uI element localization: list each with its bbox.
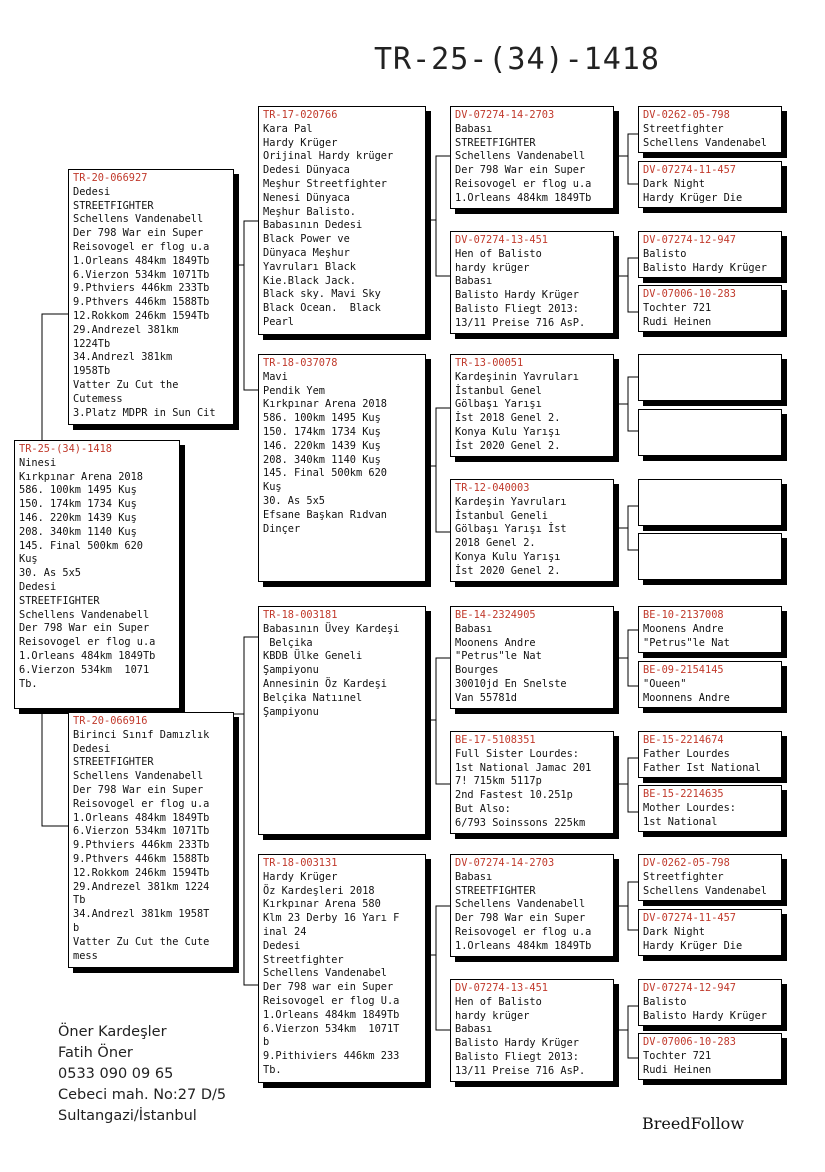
ring-number: DV-07274-14-2703	[455, 109, 555, 121]
pedigree-line: 6.Vierzon 534km 1071Tb	[73, 825, 210, 838]
pedigree-line: STREETFIGHTER	[455, 136, 536, 149]
pedigree-box-subject	[14, 440, 180, 709]
ring-number: BE-17-5108351	[455, 734, 536, 746]
pedigree-line: Balisto Hardy Krüger	[643, 261, 767, 274]
pedigree-line: Rudi Heinen	[643, 1063, 712, 1076]
pedigree-line: Hardy Krüger	[263, 870, 338, 883]
pedigree-box-g4-8	[638, 533, 782, 580]
pedigree-line: 1st National Jamac 201	[455, 761, 592, 774]
pedigree-line: Bourges	[455, 664, 499, 677]
pedigree-line: Black Ocean. Black	[263, 302, 381, 315]
pedigree-line: Reisovogel er flog u.a	[73, 240, 210, 253]
connector-ss	[426, 156, 450, 276]
pedigree-line: Babası	[455, 622, 493, 635]
pedigree-box-g4-5	[638, 354, 782, 401]
pedigree-line: Gölbaşı Yarışı İst	[455, 523, 567, 536]
pedigree-box-g4-3	[638, 231, 782, 278]
pedigree-box-g4-11	[638, 731, 782, 778]
pedigree-box-dss	[450, 606, 614, 709]
pedigree-line: Kuş	[263, 481, 282, 494]
pedigree-box-ddd	[450, 979, 614, 1082]
pedigree-line: Schellens Vandenabel	[643, 884, 767, 897]
pedigree-line: Dedesi	[263, 939, 301, 952]
ring-number: DV-07274-13-451	[455, 982, 548, 994]
pedigree-line: 1st National	[643, 815, 718, 828]
pedigree-box-g4-4	[638, 285, 782, 332]
pedigree-line: Mother Lourdes:	[643, 801, 736, 814]
pedigree-line: Babası	[455, 122, 493, 135]
pedigree-line: Balisto	[643, 995, 687, 1008]
pedigree-line: Full Sister Lourdes:	[455, 747, 579, 760]
pedigree-line: 6.Vierzon 534km 1071	[19, 663, 150, 676]
pedigree-line: Reisovogel er flog u.a	[73, 797, 210, 810]
pedigree-line: 3.Platz MDPR in Sun Cit	[73, 406, 216, 419]
ring-number: DV-0262-05-798	[643, 857, 730, 869]
pedigree-line: Belçika	[263, 636, 313, 649]
pedigree-line: Mavi	[263, 370, 288, 383]
owner-info	[58, 1022, 226, 1127]
pedigree-line: Der 798 War ein Super	[19, 622, 150, 635]
pedigree-box-dsd	[450, 731, 614, 834]
pedigree-box-sdd	[450, 479, 614, 582]
pedigree-line: 208. 340km 1140 Kuş	[19, 525, 137, 538]
page-title: TR-25-(34)-1418	[374, 42, 660, 77]
owner-person: Fatih Öner	[58, 1045, 133, 1061]
pedigree-line: Rudi Heinen	[643, 315, 712, 328]
pedigree-line: STREETFIGHTER	[19, 594, 100, 607]
connector-sd	[426, 408, 450, 532]
ring-number: BE-09-2154145	[643, 664, 724, 676]
pedigree-line: Hen of Balisto	[455, 995, 542, 1008]
pedigree-line: Şampiyonu	[263, 705, 319, 718]
pedigree-line: 34.Andrezl 381km	[73, 351, 173, 364]
pedigree-line: Hardy Krüger Die	[643, 191, 743, 204]
ring-number: DV-07274-14-2703	[455, 857, 555, 869]
pedigree-line: Cutemess	[73, 392, 123, 405]
pedigree-line: Belçika Natıınel	[263, 691, 363, 704]
pedigree-line: Dedesi Dünyaca	[263, 164, 350, 177]
pedigree-box-dam-dam	[258, 854, 426, 1083]
pedigree-box-g4-2	[638, 161, 782, 208]
ring-number: DV-07006-10-283	[643, 1036, 736, 1048]
pedigree-line: 9.Pthvers 446km 1588Tb	[73, 852, 210, 865]
ring-number: TR-12-040003	[455, 482, 530, 494]
pedigree-line: Balisto	[643, 247, 687, 260]
pedigree-line: Der 798 War ein Super	[455, 912, 586, 925]
pedigree-line: Ninesi	[19, 456, 57, 469]
connector-sds	[614, 377, 638, 431]
ring-number: DV-07274-11-457	[643, 164, 736, 176]
pedigree-line: Babası	[455, 870, 493, 883]
pedigree-line: İst 2018 Genel 2.	[455, 412, 561, 425]
pedigree-line: b	[263, 1036, 270, 1049]
pedigree-line: "Petrus"le Nat	[643, 636, 730, 649]
ring-number: DV-07274-11-457	[643, 912, 736, 924]
pedigree-line: Gölbaşı Yarışı	[455, 398, 542, 411]
pedigree-line: Babası	[455, 1023, 493, 1036]
pedigree-line: Dedesi	[19, 580, 57, 593]
pedigree-line: Black sky. Mavi Sky	[263, 288, 381, 301]
pedigree-line: 30. As 5x5	[263, 494, 325, 507]
pedigree-box-sire-dam	[258, 354, 426, 582]
pedigree-line: Birinci Sınıf Damızlık	[73, 728, 210, 741]
pedigree-line: Moonens Andre	[455, 636, 536, 649]
pedigree-line: 7! 715km 5117p	[455, 775, 542, 788]
pedigree-line: 1224Tb	[73, 337, 111, 350]
pedigree-line: Der 798 War ein Super	[73, 783, 204, 796]
owner-address-line1: Cebeci mah. No:27 D/5	[58, 1087, 227, 1103]
pedigree-line: But Also:	[455, 802, 511, 815]
pedigree-box-g4-16	[638, 1033, 782, 1080]
pedigree-line: "Petrus"le Nat	[455, 650, 542, 663]
pedigree-line: 29.Andrezel 381km	[73, 323, 179, 336]
pedigree-line: 9.Pithiviers 446km 233	[263, 1050, 400, 1063]
pedigree-line: 150. 174km 1734 Kuş	[19, 498, 137, 511]
ring-number: TR-18-003181	[263, 609, 338, 621]
pedigree-box-g4-10	[638, 661, 782, 708]
pedigree-line: 9.Pthvers 446km 1588Tb	[73, 296, 210, 309]
pedigree-line: İstanbul Geneli	[455, 509, 548, 522]
pedigree-line: 145. Final 500km 620	[19, 539, 143, 552]
pedigree-line: Dinçer	[263, 522, 301, 535]
ring-number: DV-0262-05-798	[643, 109, 730, 121]
pedigree-line: 145. Final 500km 620	[263, 467, 387, 480]
pedigree-line: "Oueen"	[643, 677, 687, 690]
pedigree-line: Öz Kardeşleri 2018	[263, 884, 375, 897]
pedigree-line: 586. 100km 1495 Kuş	[263, 412, 381, 425]
owner-phone: 0533 090 09 65	[58, 1066, 174, 1082]
pedigree-line: Schellens Vandenabell	[73, 213, 204, 226]
pedigree-box-g4-12	[638, 785, 782, 832]
pedigree-line: Klm 23 Derby 16 Yarı F	[263, 912, 400, 925]
pedigree-box-g4-1	[638, 106, 782, 153]
pedigree-line: Meşhur Balisto.	[263, 205, 356, 218]
pedigree-line: Hen of Balisto	[455, 247, 542, 260]
pedigree-line: Balisto Hardy Krüger	[455, 1037, 579, 1050]
pedigree-line: Dedesi	[73, 185, 111, 198]
pedigree-line: 1.Orleans 484km 1849Tb	[455, 191, 592, 204]
pedigree-box-sire-sire	[258, 106, 426, 335]
brand-logo: BreedFollow	[642, 1114, 745, 1133]
pedigree-line: İst 2020 Genel 2.	[455, 564, 561, 577]
pedigree-line: Der 798 War ein Super	[455, 164, 586, 177]
ring-number: TR-17-020766	[263, 109, 338, 121]
pedigree-line: Dark Night	[643, 177, 705, 190]
ring-number: DV-07274-12-947	[643, 234, 736, 246]
pedigree-line: Tb	[73, 894, 86, 907]
pedigree-line: Reisovogel er flog u.a	[455, 925, 592, 938]
pedigree-line: 12.Rokkom 246km 1594Tb	[73, 866, 210, 879]
connector-dd	[426, 906, 450, 1030]
pedigree-box-g4-14	[638, 909, 782, 956]
pedigree-line: 2nd Fastest 10.251p	[455, 789, 573, 802]
ring-number: BE-15-2214674	[643, 734, 724, 746]
pedigree-line: 6/793 Soinssons 225km	[455, 816, 586, 829]
pedigree-line: İstanbul Genel	[455, 384, 542, 397]
ring-number: TR-18-003131	[263, 857, 338, 869]
pedigree-box-ssd	[450, 231, 614, 334]
pedigree-line: Vatter Zu Cut the	[73, 378, 179, 391]
pedigree-line: Konya Kulu Yarışı	[455, 550, 561, 563]
pedigree-line: Reisovogel er flog u.a	[19, 636, 156, 649]
pedigree-line: hardy krüger	[455, 261, 530, 274]
pedigree-line: 1.Orleans 484km 1849Tb	[19, 649, 156, 662]
pedigree-line: 9.Pthviers 446km 233Tb	[73, 839, 210, 852]
pedigree-line: inal 24	[263, 925, 307, 938]
ring-number: TR-20-066916	[73, 715, 148, 727]
pedigree-line: 1.Orleans 484km 1849Tb	[263, 1008, 400, 1021]
connector-dam	[234, 637, 258, 985]
pedigree-line: Orijinal Hardy krüger	[263, 150, 394, 163]
pedigree-line: Reisovogel er flog U.a	[263, 994, 400, 1007]
pedigree-box-dam-sire	[258, 606, 426, 835]
pedigree-line: 29.Andrezel 381km 1224	[73, 880, 210, 893]
pedigree-box-g4-6	[638, 409, 782, 456]
pedigree-line: 6.Vierzon 534km 1071Tb	[73, 268, 210, 281]
pedigree-line: Black Power ve	[263, 233, 350, 246]
pedigree-line: 12.Rokkom 246km 1594Tb	[73, 309, 210, 322]
pedigree-line: Kırkpınar Arena 580	[263, 898, 381, 911]
pedigree-line: Streetfighter	[643, 870, 724, 883]
pedigree-line: 2018 Genel 2.	[455, 537, 536, 550]
pedigree-box-dds	[450, 854, 614, 957]
pedigree-line: Dünyaca Meşhur	[263, 246, 350, 259]
pedigree-line: 6.Vierzon 534km 1071T	[263, 1022, 400, 1035]
ring-number: TR-18-037078	[263, 357, 338, 369]
pedigree-line: Şampiyonu	[263, 664, 319, 677]
ring-number: DV-07274-12-947	[643, 982, 736, 994]
pedigree-line: 13/11 Preise 716 AsP.	[455, 1064, 586, 1077]
pedigree-line: Reisovogel er flog u.a	[455, 177, 592, 190]
pedigree-box-dam	[68, 712, 234, 968]
pedigree-line: Streetfighter	[263, 953, 344, 966]
pedigree-line: Moonnens Andre	[643, 691, 730, 704]
pedigree-line: Pearl	[263, 315, 294, 328]
pedigree-line: 1.Orleans 484km 1849Tb	[455, 939, 592, 952]
pedigree-line: STREETFIGHTER	[455, 884, 536, 897]
pedigree-line: 9.Pthviers 446km 233Tb	[73, 282, 210, 295]
pedigree-line: 586. 100km 1495 Kuş	[19, 484, 137, 497]
ring-number: TR-25-(34)-1418	[19, 443, 112, 455]
pedigree-line: Schellens Vandenabell	[19, 608, 150, 621]
pedigree-line: b	[73, 921, 80, 934]
ring-number: DV-07274-13-451	[455, 234, 548, 246]
ring-number: BE-10-2137008	[643, 609, 724, 621]
pedigree-line: Yavruları Black	[263, 260, 356, 273]
pedigree-line: STREETFIGHTER	[73, 756, 154, 769]
pedigree-line: Hardy Krüger Die	[643, 939, 743, 952]
pedigree-line: Der 798 War ein Super	[73, 227, 204, 240]
pedigree-line: Hardy Krüger	[263, 136, 338, 149]
pedigree-line: 30010jd En Snelste	[455, 677, 567, 690]
pedigree-line: Van 55781d	[455, 691, 517, 704]
connector-dsd	[614, 758, 638, 812]
pedigree-line: Konya Kulu Yarışı	[455, 425, 561, 438]
pedigree-box-g4-15	[638, 979, 782, 1026]
pedigree-line: Kırkpınar Arena 2018	[263, 398, 387, 411]
pedigree-line: STREETFIGHTER	[73, 199, 154, 212]
pedigree-box-g4-13	[638, 854, 782, 901]
pedigree-line: Pendik Yem	[263, 384, 325, 397]
connector-sss	[614, 134, 638, 184]
pedigree-line: Streetfighter	[643, 122, 724, 135]
pedigree-line: Schellens Vandenabel	[263, 967, 387, 980]
pedigree-box-g4-7	[638, 479, 782, 526]
ring-number: BE-15-2214635	[643, 788, 724, 800]
pedigree-line: Kie.Black Jack.	[263, 274, 356, 287]
pedigree-line: Annesinin Öz Kardeşi	[263, 677, 387, 690]
connector-sire	[234, 221, 258, 390]
pedigree-line: Balisto Hardy Krüger	[643, 1009, 767, 1022]
pedigree-line: Schellens Vandenabell	[455, 898, 586, 911]
ring-number: BE-14-2324905	[455, 609, 536, 621]
pedigree-box-g4-9	[638, 606, 782, 653]
pedigree-line: 146. 220km 1439 Kuş	[263, 439, 381, 452]
pedigree-line: 146. 220km 1439 Kuş	[19, 511, 137, 524]
pedigree-line: Babasının Dedesi	[263, 219, 363, 232]
pedigree-line: Vatter Zu Cut the Cute	[73, 935, 210, 948]
pedigree-line: İst 2020 Genel 2.	[455, 439, 561, 452]
pedigree-line: Babasının Üvey Kardeşi	[263, 622, 400, 635]
pedigree-line: Balisto Fliegt 2013:	[455, 1050, 579, 1063]
pedigree-line: Moonens Andre	[643, 622, 724, 635]
pedigree-line: Tb.	[19, 677, 38, 690]
connector-ds	[426, 658, 450, 784]
pedigree-line: KBDB Ülke Geneli	[263, 650, 363, 663]
pedigree-line: Efsane Başkan Rıdvan	[263, 508, 387, 521]
pedigree-line: 150. 174km 1734 Kuş	[263, 425, 381, 438]
pedigree-line: mess	[73, 949, 98, 962]
pedigree-line: Father Ist National	[643, 761, 761, 774]
pedigree-line: 208. 340km 1140 Kuş	[263, 453, 381, 466]
pedigree-box-sss	[450, 106, 614, 209]
connector-ddd	[614, 1006, 638, 1058]
pedigree-line: Nenesi Dünyaca	[263, 191, 350, 204]
connector-dss	[614, 630, 638, 686]
ring-number: DV-07006-10-283	[643, 288, 736, 300]
pedigree-line: 13/11 Preise 716 AsP.	[455, 316, 586, 329]
ring-number: TR-13-00051	[455, 357, 524, 369]
pedigree-line: Tochter 721	[643, 301, 712, 314]
pedigree-line: Tb.	[263, 1063, 282, 1076]
pedigree-line: Kuş	[19, 553, 38, 566]
pedigree-line: Der 798 war ein Super	[263, 981, 394, 994]
pedigree-line: 34.Andrezl 381km 1958T	[73, 908, 210, 921]
pedigree-line: Dark Night	[643, 925, 705, 938]
pedigree-box-sire	[68, 169, 234, 425]
pedigree-line: Schellens Vandenabell	[73, 770, 204, 783]
pedigree-line: Kırkpınar Arena 2018	[19, 470, 143, 483]
pedigree-line: Kardeşin Yavruları	[455, 495, 567, 508]
pedigree-line: hardy krüger	[455, 1009, 530, 1022]
pedigree-line: Babası	[455, 275, 493, 288]
pedigree-line: Dedesi	[73, 742, 111, 755]
owner-address-line2: Sultangazi/İstanbul	[58, 1108, 197, 1124]
pedigree-line: Schellens Vandenabel	[643, 136, 767, 149]
pedigree-line: Tochter 721	[643, 1049, 712, 1062]
ring-number: TR-20-066927	[73, 172, 148, 184]
connector-sdd	[614, 506, 638, 550]
pedigree-line: Balisto Hardy Krüger	[455, 289, 579, 302]
pedigree-line: Schellens Vandenabell	[455, 150, 586, 163]
owner-name: Öner Kardeşler	[58, 1024, 167, 1040]
connector-ssd	[614, 258, 638, 312]
pedigree-line: 30. As 5x5	[19, 567, 81, 580]
pedigree-line: 1958Tb	[73, 365, 111, 378]
pedigree-line: Balisto Fliegt 2013:	[455, 302, 579, 315]
pedigree-line: 1.Orleans 484km 1849Tb	[73, 811, 210, 824]
pedigree-line: Kardeşinin Yavruları	[455, 370, 579, 383]
pedigree-line: Kara Pal	[263, 122, 313, 135]
pedigree-line: 1.Orleans 484km 1849Tb	[73, 254, 210, 267]
pedigree-line: Father Lourdes	[643, 747, 730, 760]
pedigree-box-sds	[450, 354, 614, 457]
pedigree-line: Meşhur Streetfighter	[263, 177, 387, 190]
connector-dds	[614, 882, 638, 930]
